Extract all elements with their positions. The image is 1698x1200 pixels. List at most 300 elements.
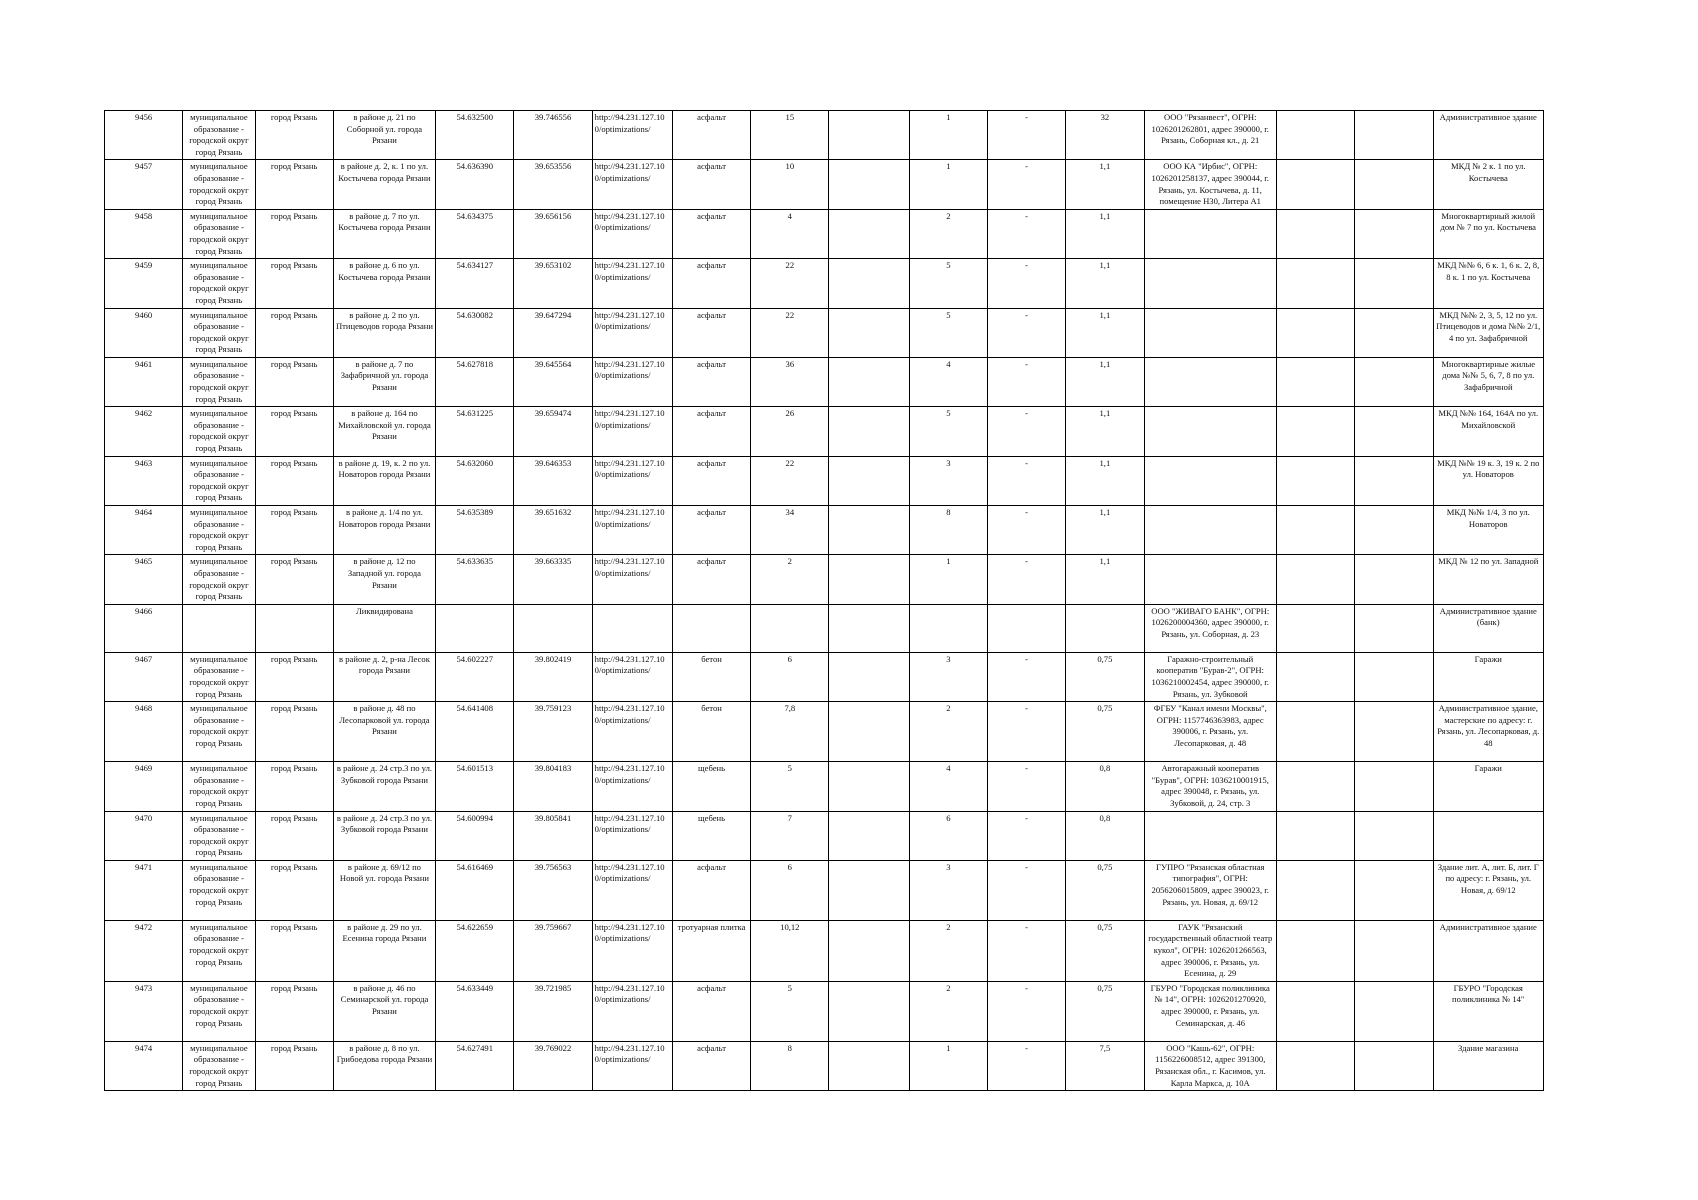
longitude-cell: 39.759667	[514, 920, 592, 981]
row-number: 9474	[105, 1041, 183, 1090]
organization-cell	[1144, 555, 1276, 604]
latitude-cell: 54.601513	[436, 762, 514, 811]
latitude-cell: 54.634375	[436, 209, 514, 258]
registry-table	[104, 110, 1544, 1091]
col8-cell	[829, 811, 909, 860]
address-cell: в районе д. 6 по ул. Костычева города Рязани	[333, 259, 435, 308]
table-row	[105, 860, 1544, 920]
surface-cell: асфальт	[672, 456, 750, 505]
url-cell: http://94.231.127.10 0/optimizations/	[592, 860, 672, 920]
address-cell: в районе д. 46 по Семинарской ул. города Рязани	[333, 981, 435, 1041]
surface-cell: асфальт	[672, 357, 750, 406]
row-number: 9456	[105, 111, 183, 160]
owner-cell: муниципальное образование - городской округ город Рязань	[183, 652, 255, 701]
area-cell: 22	[751, 308, 829, 357]
longitude-cell: 39.647294	[514, 308, 592, 357]
address-cell: Ликвидирована	[333, 604, 435, 652]
city-cell: город Рязань	[255, 160, 333, 209]
spaces-cell: 1	[909, 1041, 987, 1090]
col13-cell	[1276, 456, 1354, 505]
city-cell: город Рязань	[255, 920, 333, 981]
col13-cell	[1276, 209, 1354, 258]
url-cell: http://94.231.127.10 0/optimizations/	[592, 111, 672, 160]
longitude-cell: 39.651632	[514, 506, 592, 555]
latitude-cell: 54.627491	[436, 1041, 514, 1090]
col10-cell: -	[987, 652, 1065, 701]
col13-cell	[1276, 860, 1354, 920]
latitude-cell: 54.630082	[436, 308, 514, 357]
spaces-cell: 2	[909, 209, 987, 258]
url-cell: http://94.231.127.10 0/optimizations/	[592, 981, 672, 1041]
longitude-cell: 39.646353	[514, 456, 592, 505]
table-row	[105, 981, 1544, 1041]
owner-cell: муниципальное образование - городской округ город Рязань	[183, 702, 255, 762]
organization-cell	[1144, 407, 1276, 456]
organization-cell: ФГБУ "Канал имени Москвы", ОГРН: 1157746363983, адрес 390006, г. Рязань, ул. Лесопарковая, д. 48	[1144, 702, 1276, 762]
col8-cell	[829, 762, 909, 811]
col8-cell	[829, 555, 909, 604]
ratio-cell	[1066, 604, 1144, 652]
col13-cell	[1276, 920, 1354, 981]
source-object-cell: МКД №№ 1/4, 3 по ул. Новаторов	[1433, 506, 1544, 555]
latitude-cell: 54.634127	[436, 259, 514, 308]
organization-cell: ООО КА "Ирбис", ОГРН: 1026201258137, адрес 390044, г. Рязань, ул. Костычева, д. 11, помещение Н30, Литера А1	[1144, 160, 1276, 209]
city-cell: город Рязань	[255, 209, 333, 258]
longitude-cell: 39.653556	[514, 160, 592, 209]
area-cell: 4	[751, 209, 829, 258]
row-number: 9463	[105, 456, 183, 505]
col14-cell	[1355, 981, 1433, 1041]
longitude-cell: 39.656156	[514, 209, 592, 258]
col14-cell	[1355, 604, 1433, 652]
col14-cell	[1355, 456, 1433, 505]
table-row	[105, 652, 1544, 701]
longitude-cell: 39.746556	[514, 111, 592, 160]
address-cell: в районе д. 1/4 по ул. Новаторов города Рязани	[333, 506, 435, 555]
organization-cell: ГУПРО "Рязанская областная типография", ОГРН: 2056206015809, адрес 390023, г. Рязань, ул. Новая, д. 69/12	[1144, 860, 1276, 920]
url-cell: http://94.231.127.10 0/optimizations/	[592, 357, 672, 406]
latitude-cell: 54.641408	[436, 702, 514, 762]
address-cell: в районе д. 29 по ул. Есенина города Рязани	[333, 920, 435, 981]
longitude-cell: 39.769022	[514, 1041, 592, 1090]
organization-cell: Автогаражный кооператив "Бурав", ОГРН: 1036210001915, адрес 390048, г. Рязань, ул. Зубковой, д. 24, стр. 3	[1144, 762, 1276, 811]
area-cell: 8	[751, 1041, 829, 1090]
owner-cell	[183, 604, 255, 652]
col13-cell	[1276, 762, 1354, 811]
city-cell: город Рязань	[255, 407, 333, 456]
col10-cell: -	[987, 762, 1065, 811]
organization-cell	[1144, 357, 1276, 406]
spaces-cell: 2	[909, 920, 987, 981]
address-cell: в районе д. 7 по Зафабричной ул. города Рязани	[333, 357, 435, 406]
ratio-cell: 7,5	[1066, 1041, 1144, 1090]
col14-cell	[1355, 860, 1433, 920]
col14-cell	[1355, 357, 1433, 406]
row-number: 9461	[105, 357, 183, 406]
url-cell: http://94.231.127.10 0/optimizations/	[592, 209, 672, 258]
owner-cell: муниципальное образование - городской округ город Рязань	[183, 811, 255, 860]
spaces-cell: 6	[909, 811, 987, 860]
address-cell: в районе д. 24 стр.3 по ул. Зубковой города Рязани	[333, 811, 435, 860]
latitude-cell: 54.622659	[436, 920, 514, 981]
address-cell: в районе д. 12 по Западной ул. города Рязани	[333, 555, 435, 604]
ratio-cell: 0,75	[1066, 981, 1144, 1041]
address-cell: в районе д. 48 по Лесопарковой ул. города Рязани	[333, 702, 435, 762]
url-cell: http://94.231.127.10 0/optimizations/	[592, 652, 672, 701]
url-cell	[592, 604, 672, 652]
col8-cell	[829, 981, 909, 1041]
url-cell: http://94.231.127.10 0/optimizations/	[592, 1041, 672, 1090]
url-cell: http://94.231.127.10 0/optimizations/	[592, 160, 672, 209]
col8-cell	[829, 259, 909, 308]
surface-cell	[672, 604, 750, 652]
area-cell: 10,12	[751, 920, 829, 981]
owner-cell: муниципальное образование - городской округ город Рязань	[183, 209, 255, 258]
table-row	[105, 456, 1544, 505]
latitude-cell: 54.600994	[436, 811, 514, 860]
source-object-cell: Гаражи	[1433, 762, 1544, 811]
row-number: 9465	[105, 555, 183, 604]
area-cell: 7	[751, 811, 829, 860]
owner-cell: муниципальное образование - городской округ город Рязань	[183, 456, 255, 505]
surface-cell: асфальт	[672, 860, 750, 920]
col10-cell: -	[987, 308, 1065, 357]
organization-cell	[1144, 506, 1276, 555]
organization-cell	[1144, 259, 1276, 308]
surface-cell: щебень	[672, 762, 750, 811]
row-number: 9468	[105, 702, 183, 762]
table-row	[105, 259, 1544, 308]
ratio-cell: 1,1	[1066, 506, 1144, 555]
source-object-cell: Здание лит. А, лит. Б, лит. Г по адресу: г. Рязань, ул. Новая, д. 69/12	[1433, 860, 1544, 920]
col10-cell: -	[987, 1041, 1065, 1090]
row-number: 9464	[105, 506, 183, 555]
organization-cell	[1144, 456, 1276, 505]
col14-cell	[1355, 506, 1433, 555]
address-cell: в районе д. 164 по Михайловской ул. города Рязани	[333, 407, 435, 456]
col13-cell	[1276, 308, 1354, 357]
col8-cell	[829, 1041, 909, 1090]
owner-cell: муниципальное образование - городской округ город Рязань	[183, 160, 255, 209]
longitude-cell	[514, 604, 592, 652]
col10-cell: -	[987, 111, 1065, 160]
row-number: 9460	[105, 308, 183, 357]
col8-cell	[829, 702, 909, 762]
col13-cell	[1276, 357, 1354, 406]
owner-cell: муниципальное образование - городской округ город Рязань	[183, 920, 255, 981]
longitude-cell: 39.663335	[514, 555, 592, 604]
col8-cell	[829, 920, 909, 981]
latitude-cell: 54.602227	[436, 652, 514, 701]
url-cell: http://94.231.127.10 0/optimizations/	[592, 702, 672, 762]
spaces-cell: 1	[909, 160, 987, 209]
longitude-cell: 39.759123	[514, 702, 592, 762]
address-cell: в районе д. 2, к. 1 по ул. Костычева города Рязани	[333, 160, 435, 209]
col10-cell: -	[987, 506, 1065, 555]
col14-cell	[1355, 111, 1433, 160]
owner-cell: муниципальное образование - городской округ город Рязань	[183, 860, 255, 920]
surface-cell: асфальт	[672, 506, 750, 555]
col8-cell	[829, 604, 909, 652]
col8-cell	[829, 860, 909, 920]
area-cell: 5	[751, 762, 829, 811]
owner-cell: муниципальное образование - городской округ город Рязань	[183, 111, 255, 160]
area-cell: 26	[751, 407, 829, 456]
row-number: 9466	[105, 604, 183, 652]
col10-cell: -	[987, 407, 1065, 456]
organization-cell: ГАУК "Рязанский государственный областной театр кукол", ОГРН: 1026201266563, адрес 390006, г. Рязань, ул. Есенина, д. 29	[1144, 920, 1276, 981]
latitude-cell: 54.631225	[436, 407, 514, 456]
col10-cell	[987, 604, 1065, 652]
surface-cell: асфальт	[672, 259, 750, 308]
url-cell: http://94.231.127.10 0/optimizations/	[592, 920, 672, 981]
area-cell: 22	[751, 456, 829, 505]
table-row	[105, 308, 1544, 357]
longitude-cell: 39.756563	[514, 860, 592, 920]
surface-cell: асфальт	[672, 160, 750, 209]
source-object-cell: МКД №№ 6, 6 к. 1, 6 к. 2, 8, 8 к. 1 по ул. Костычева	[1433, 259, 1544, 308]
surface-cell: асфальт	[672, 209, 750, 258]
latitude-cell: 54.627818	[436, 357, 514, 406]
ratio-cell: 1,1	[1066, 456, 1144, 505]
city-cell	[255, 604, 333, 652]
ratio-cell: 1,1	[1066, 407, 1144, 456]
url-cell: http://94.231.127.10 0/optimizations/	[592, 259, 672, 308]
col13-cell	[1276, 981, 1354, 1041]
source-object-cell: Многоквартирные жилые дома №№ 5, 6, 7, 8 по ул. Зафабричной	[1433, 357, 1544, 406]
longitude-cell: 39.805841	[514, 811, 592, 860]
spaces-cell: 4	[909, 762, 987, 811]
area-cell: 15	[751, 111, 829, 160]
area-cell: 6	[751, 652, 829, 701]
organization-cell: ООО "Рязанвест", ОГРН: 1026201262801, адрес 390000, г. Рязань, Соборная кл., д. 21	[1144, 111, 1276, 160]
surface-cell: асфальт	[672, 407, 750, 456]
organization-cell	[1144, 209, 1276, 258]
table-row	[105, 357, 1544, 406]
ratio-cell: 1,1	[1066, 308, 1144, 357]
source-object-cell: МКД №№ 164, 164А по ул. Михайловской	[1433, 407, 1544, 456]
organization-cell: ООО "Кашь-62", ОГРН: 1156226008512, адрес 391300, Рязанская обл., г. Касимов, ул. Карла Маркса, д. 10А	[1144, 1041, 1276, 1090]
area-cell: 34	[751, 506, 829, 555]
spaces-cell: 3	[909, 860, 987, 920]
spaces-cell: 2	[909, 981, 987, 1041]
row-number: 9457	[105, 160, 183, 209]
surface-cell: щебень	[672, 811, 750, 860]
area-cell: 22	[751, 259, 829, 308]
latitude-cell: 54.632500	[436, 111, 514, 160]
source-object-cell	[1433, 811, 1544, 860]
address-cell: в районе д. 8 по ул. Грибоедова города Рязани	[333, 1041, 435, 1090]
col13-cell	[1276, 1041, 1354, 1090]
col10-cell: -	[987, 920, 1065, 981]
source-object-cell: МКД № 2 к. 1 по ул. Костычева	[1433, 160, 1544, 209]
row-number: 9471	[105, 860, 183, 920]
ratio-cell: 0,75	[1066, 920, 1144, 981]
spaces-cell: 3	[909, 456, 987, 505]
row-number: 9469	[105, 762, 183, 811]
owner-cell: муниципальное образование - городской округ город Рязань	[183, 259, 255, 308]
source-object-cell: Многоквартирный жилой дом № 7 по ул. Костычева	[1433, 209, 1544, 258]
organization-cell	[1144, 308, 1276, 357]
latitude-cell: 54.632060	[436, 456, 514, 505]
col13-cell	[1276, 111, 1354, 160]
city-cell: город Рязань	[255, 811, 333, 860]
ratio-cell: 0,8	[1066, 811, 1144, 860]
row-number: 9470	[105, 811, 183, 860]
url-cell: http://94.231.127.10 0/optimizations/	[592, 811, 672, 860]
area-cell: 6	[751, 860, 829, 920]
col14-cell	[1355, 811, 1433, 860]
area-cell: 2	[751, 555, 829, 604]
url-cell: http://94.231.127.10 0/optimizations/	[592, 308, 672, 357]
url-cell: http://94.231.127.10 0/optimizations/	[592, 762, 672, 811]
organization-cell: Гаражно-строительный кооператив "Бурав-2", ОГРН: 1036210002454, адрес 390000, г. Рязань, ул. Зубковой	[1144, 652, 1276, 701]
col8-cell	[829, 308, 909, 357]
spaces-cell: 5	[909, 259, 987, 308]
spaces-cell	[909, 604, 987, 652]
ratio-cell: 1,1	[1066, 160, 1144, 209]
address-cell: в районе д. 21 по Соборной ул. города Рязани	[333, 111, 435, 160]
owner-cell: муниципальное образование - городской округ город Рязань	[183, 555, 255, 604]
source-object-cell: Административное здание, мастерские по адресу: г. Рязань, ул. Лесопарковая, д. 48	[1433, 702, 1544, 762]
area-cell: 36	[751, 357, 829, 406]
col14-cell	[1355, 407, 1433, 456]
col13-cell	[1276, 506, 1354, 555]
address-cell: в районе д. 2, р-на Лесок города Рязани	[333, 652, 435, 701]
table-row	[105, 920, 1544, 981]
ratio-cell: 0,75	[1066, 702, 1144, 762]
area-cell: 5	[751, 981, 829, 1041]
organization-cell	[1144, 811, 1276, 860]
source-object-cell: МКД №№ 19 к. 3, 19 к. 2 по ул. Новаторов	[1433, 456, 1544, 505]
ratio-cell: 0,8	[1066, 762, 1144, 811]
spaces-cell: 1	[909, 555, 987, 604]
ratio-cell: 0,75	[1066, 652, 1144, 701]
col13-cell	[1276, 811, 1354, 860]
col10-cell: -	[987, 811, 1065, 860]
source-object-cell: Административное здание (банк)	[1433, 604, 1544, 652]
city-cell: город Рязань	[255, 259, 333, 308]
city-cell: город Рязань	[255, 702, 333, 762]
url-cell: http://94.231.127.10 0/optimizations/	[592, 555, 672, 604]
city-cell: город Рязань	[255, 308, 333, 357]
latitude-cell: 54.635389	[436, 506, 514, 555]
ratio-cell: 1,1	[1066, 555, 1144, 604]
latitude-cell: 54.633635	[436, 555, 514, 604]
col14-cell	[1355, 259, 1433, 308]
col10-cell: -	[987, 209, 1065, 258]
row-number: 9467	[105, 652, 183, 701]
source-object-cell: МКД № 12 по ул. Западной	[1433, 555, 1544, 604]
longitude-cell: 39.804183	[514, 762, 592, 811]
source-object-cell: Административное здание	[1433, 920, 1544, 981]
source-object-cell: ГБУРО "Городская поликлиника № 14"	[1433, 981, 1544, 1041]
registry-rows	[105, 111, 1544, 1091]
source-object-cell: МКД №№ 2, 3, 5, 12 по ул. Птицеводов и дома №№ 2/1, 4 по ул. Зафабричной	[1433, 308, 1544, 357]
row-number: 9458	[105, 209, 183, 258]
latitude-cell: 54.633449	[436, 981, 514, 1041]
surface-cell: бетон	[672, 652, 750, 701]
owner-cell: муниципальное образование - городской округ город Рязань	[183, 357, 255, 406]
col13-cell	[1276, 702, 1354, 762]
area-cell: 7,8	[751, 702, 829, 762]
area-cell	[751, 604, 829, 652]
col14-cell	[1355, 555, 1433, 604]
col10-cell: -	[987, 981, 1065, 1041]
col8-cell	[829, 357, 909, 406]
owner-cell: муниципальное образование - городской округ город Рязань	[183, 407, 255, 456]
owner-cell: муниципальное образование - городской округ город Рязань	[183, 506, 255, 555]
col14-cell	[1355, 652, 1433, 701]
address-cell: в районе д. 2 по ул. Птицеводов города Рязани	[333, 308, 435, 357]
surface-cell: асфальт	[672, 1041, 750, 1090]
table-row	[105, 604, 1544, 652]
col8-cell	[829, 160, 909, 209]
table-row	[105, 811, 1544, 860]
source-object-cell: Здание магазина	[1433, 1041, 1544, 1090]
col8-cell	[829, 209, 909, 258]
spaces-cell: 1	[909, 111, 987, 160]
city-cell: город Рязань	[255, 860, 333, 920]
address-cell: в районе д. 7 по ул. Костычева города Рязани	[333, 209, 435, 258]
col10-cell: -	[987, 456, 1065, 505]
spaces-cell: 5	[909, 407, 987, 456]
city-cell: город Рязань	[255, 1041, 333, 1090]
col14-cell	[1355, 209, 1433, 258]
col13-cell	[1276, 259, 1354, 308]
surface-cell: асфальт	[672, 981, 750, 1041]
spaces-cell: 4	[909, 357, 987, 406]
col8-cell	[829, 407, 909, 456]
col13-cell	[1276, 160, 1354, 209]
source-object-cell: Гаражи	[1433, 652, 1544, 701]
table-row	[105, 407, 1544, 456]
spaces-cell: 5	[909, 308, 987, 357]
table-row	[105, 111, 1544, 160]
city-cell: город Рязань	[255, 456, 333, 505]
longitude-cell: 39.645564	[514, 357, 592, 406]
col10-cell: -	[987, 860, 1065, 920]
address-cell: в районе д. 19, к. 2 по ул. Новаторов города Рязани	[333, 456, 435, 505]
organization-cell: ГБУРО "Городская поликлиника № 14", ОГРН: 1026201270920, адрес 390000, г. Рязань, ул. Семинарская, д. 46	[1144, 981, 1276, 1041]
url-cell: http://94.231.127.10 0/optimizations/	[592, 407, 672, 456]
owner-cell: муниципальное образование - городской округ город Рязань	[183, 762, 255, 811]
owner-cell: муниципальное образование - городской округ город Рязань	[183, 981, 255, 1041]
source-object-cell: Административное здание	[1433, 111, 1544, 160]
city-cell: город Рязань	[255, 981, 333, 1041]
spaces-cell: 8	[909, 506, 987, 555]
ratio-cell: 1,1	[1066, 259, 1144, 308]
col14-cell	[1355, 308, 1433, 357]
city-cell: город Рязань	[255, 762, 333, 811]
col14-cell	[1355, 1041, 1433, 1090]
latitude-cell	[436, 604, 514, 652]
surface-cell: бетон	[672, 702, 750, 762]
col14-cell	[1355, 702, 1433, 762]
organization-cell: ООО "ЖИВАГО БАНК", ОГРН: 1026200004360, адрес 390000, г. Рязань, ул. Соборная, д. 23	[1144, 604, 1276, 652]
col10-cell: -	[987, 555, 1065, 604]
col13-cell	[1276, 407, 1354, 456]
latitude-cell: 54.636390	[436, 160, 514, 209]
table-row	[105, 160, 1544, 209]
col14-cell	[1355, 762, 1433, 811]
surface-cell: асфальт	[672, 555, 750, 604]
address-cell: в районе д. 24 стр.3 по ул. Зубковой города Рязани	[333, 762, 435, 811]
owner-cell: муниципальное образование - городской округ город Рязань	[183, 308, 255, 357]
ratio-cell: 1,1	[1066, 209, 1144, 258]
ratio-cell: 0,75	[1066, 860, 1144, 920]
address-cell: в районе д. 69/12 по Новой ул. города Рязани	[333, 860, 435, 920]
